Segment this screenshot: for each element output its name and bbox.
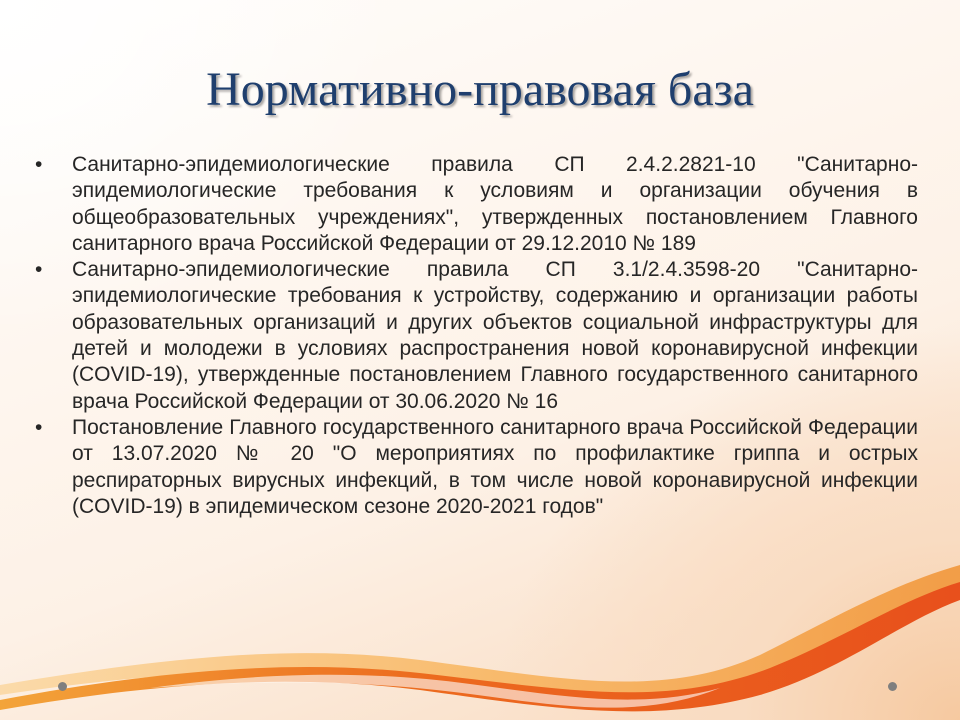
- list-item: [30, 257, 918, 415]
- decorative-wave: [0, 560, 960, 720]
- list-item: [30, 415, 918, 520]
- slide-title: Нормативно-правовая база: [206, 63, 754, 116]
- list-item: [30, 152, 918, 257]
- bullet-list: [30, 152, 918, 520]
- decorative-dot-left: [58, 682, 67, 691]
- bullet-icon: •: [35, 415, 43, 439]
- list-item-text: Санитарно-эпидемиологические правила СП 2.4.2.2821-10 "Санитарно-эпидемиологические требования к условиям и организации обучения в общеобразовательных учреждениях", утвержденных постановлением Главного санитарного врача Российской Федерации от 29.12.2010 № 189: [72, 153, 918, 255]
- decorative-dot-right: [888, 682, 897, 691]
- list-item-text: Постановление Главного государственного санитарного врача Российской Федерации от 13.07.2020 № 20 "О мероприятиях по профилактике гриппа и острых респираторных вирусных инфекций, в том числе новой коронавирусной инфекции (COVID-19) в эпидемическом сезоне 2020-2021 годов": [72, 415, 918, 518]
- bullet-icon: •: [35, 258, 43, 282]
- bullet-icon: •: [35, 153, 43, 176]
- list-item-text: Санитарно-эпидемиологические правила СП 3.1/2.4.3598-20 "Санитарно-эпидемиологические требования к устройству, содержанию и организации работы образовательных организаций и других объектов социальной инфраструктуры для детей и молодежи в условиях распространения новой коронавирусной инфекции (COVID-19), утвержденные постановлением Главного государственного санитарного врача Российской Федерации от 30.06.2020 № 16: [72, 258, 918, 413]
